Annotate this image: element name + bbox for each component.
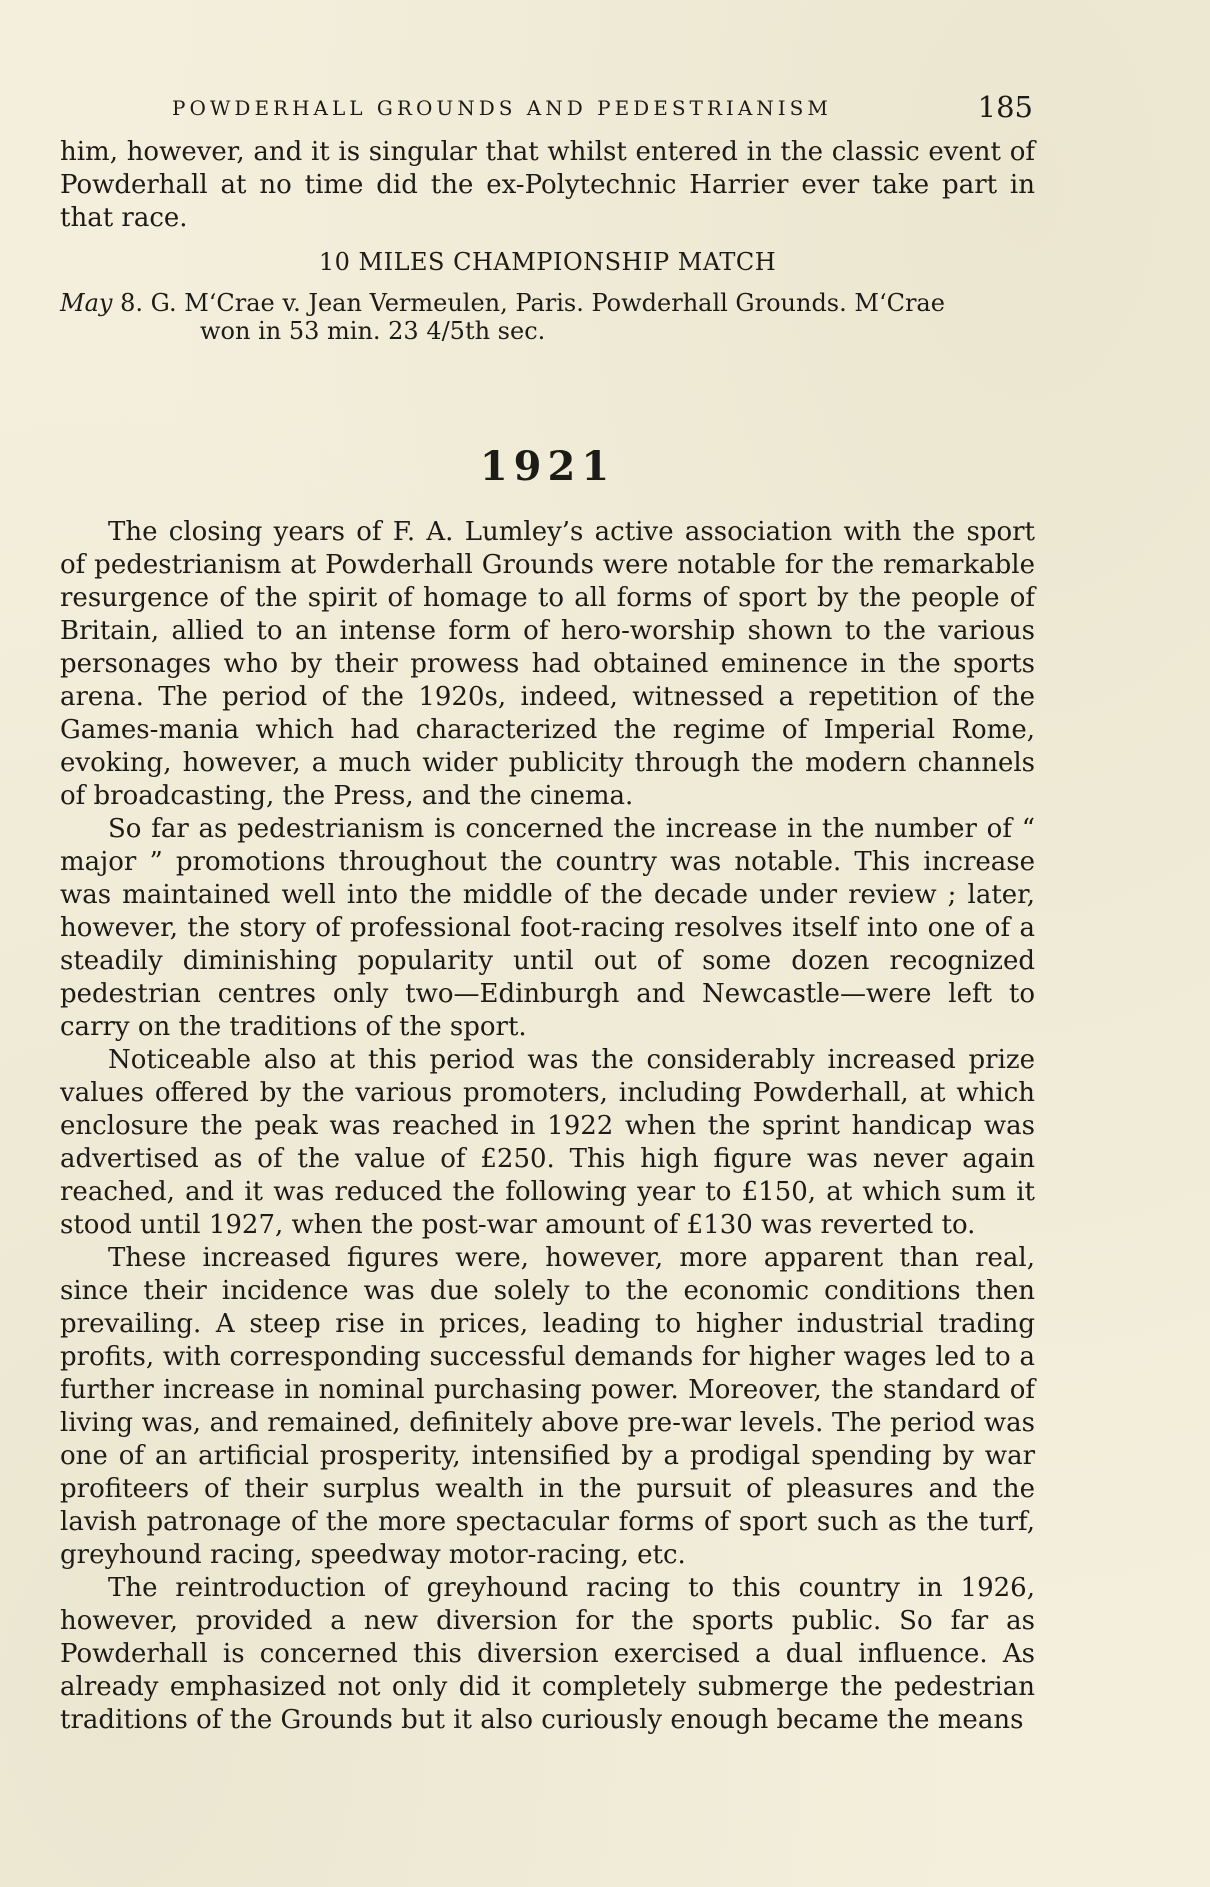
page-number: 185 <box>977 90 1033 124</box>
body-paragraph: The closing years of F. A. Lumley’s active association with the sport of pedestrianism at Powderhall Grounds were notable for the remarkable resurgence of the spirit of homage to all forms of sport by the people of Britain, allied to an intense form of hero-worship shown to the various personages who by their prowess had obtained eminence in the sports arena. The period of the 1920s, indeed, witnessed a repetition of the Games-mania which had characterized the regime of Imperial Rome, evoking, however, a much wider publicity through the modern channels of broadcasting, the Press, and the cinema. <box>60 517 1035 811</box>
match-line-1: 8. G. M‘Crae v. Jean Vermeulen, Paris. Powderhall Grounds. M‘Crae <box>120 289 945 317</box>
running-title: POWDERHALL GROUNDS AND PEDESTRIANISM <box>172 96 832 120</box>
body-paragraph: So far as pedestrianism is concerned the increase in the number of “ major ” promotions throughout the country was notable. This increase was maintained well into the middle of the decade under review ; later, however, the story of professional foot-racing resolves itself into one of a steadily diminishing popularity until out of some dozen recognized pedestrian centres only two—Edinburgh and Newcastle—were left to carry on the traditions of the sport. <box>60 814 1035 1042</box>
match-heading: 10 MILES CHAMPIONSHIP MATCH <box>318 248 777 276</box>
running-head <box>60 90 1035 130</box>
body-paragraph: The reintroduction of greyhound racing to this country in 1926, however, provided a new diversion for the sports public. So far as Powderhall is concerned this diversion exercised a dual influence. As already emphasized not only did it completely submerge the pedestrian traditions of the Grounds but it also curiously enough became the means <box>60 1573 1035 1735</box>
year-heading: 1921 <box>479 443 616 490</box>
intro-paragraph: him, however, and it is singular that whilst entered in the classic event of Powderhall at no time did the ex-Polytechnic Harrier ever take part in that race. <box>60 137 1035 233</box>
body-paragraph: These increased figures were, however, more apparent than real, since their incidence was due solely to the economic conditions then prevailing. A steep rise in prices, leading to higher industrial trading profits, with corresponding successful demands for higher wages led to a further increase in nominal purchasing power. Moreover, the standard of living was, and remained, definitely above pre-war levels. The period was one of an artificial prosperity, intensified by a prodigal spending by war profiteers of their surplus wealth in the pursuit of pleasures and the lavish patronage of the more spectacular forms of sport such as the turf, greyhound racing, speedway motor-racing, etc. <box>60 1243 1035 1570</box>
match-date: May <box>60 289 113 317</box>
match-result <box>60 289 1035 345</box>
body-paragraph: Noticeable also at this period was the considerably increased prize values offered by the various promoters, including Powderhall, at which enclosure the peak was reached in 1922 when the sprint handicap was advertised as of the value of £250. This high figure was never again reached, and it was reduced the following year to £150, at which sum it stood until 1927, when the post-war amount of £130 was reverted to. <box>60 1045 1035 1240</box>
match-line-2: won in 53 min. 23 4/5th sec. <box>200 317 546 345</box>
book-page <box>60 90 1035 1737</box>
